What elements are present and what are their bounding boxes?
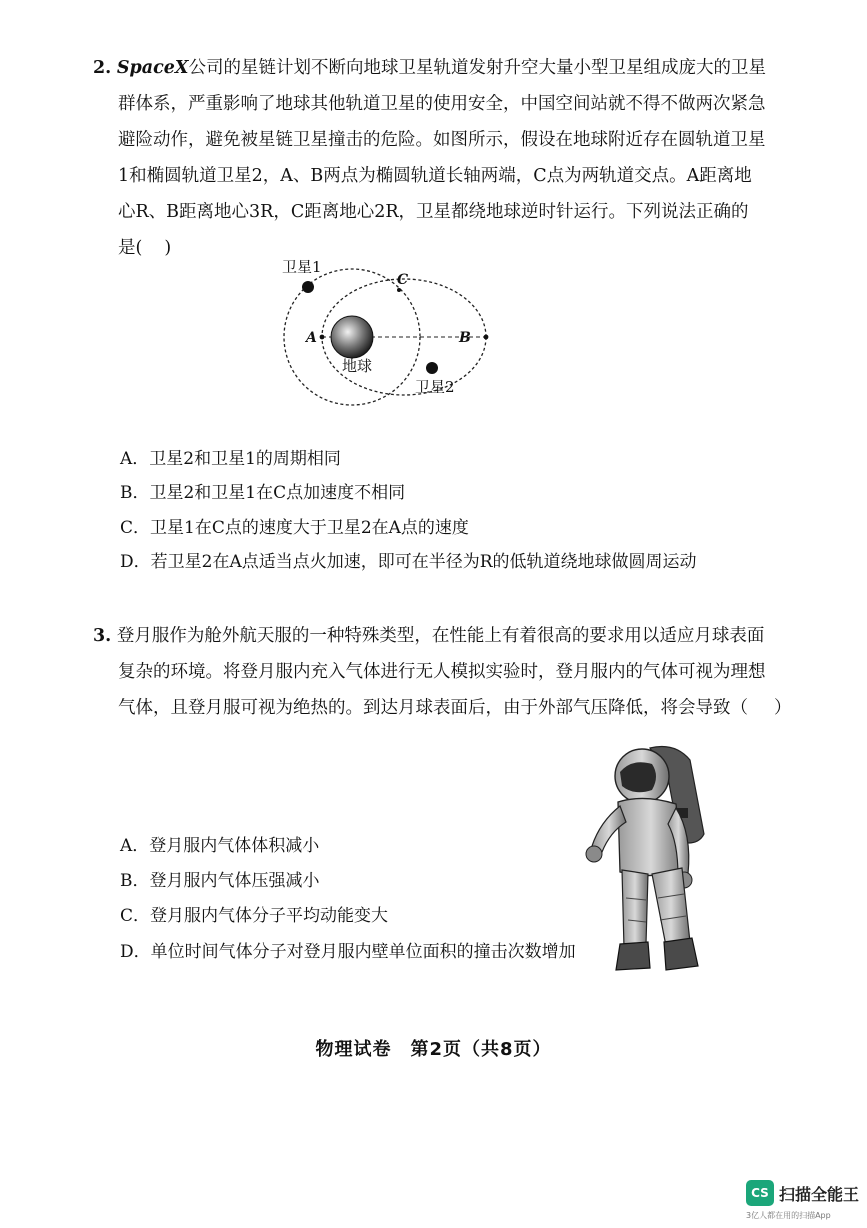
question-2-number: 2.: [93, 58, 112, 78]
point-b-label: B: [459, 330, 471, 346]
question-2-line-2: 群体系，严重影响了地球其他轨道卫星的使用安全，中国空间站就不得不做两次紧急: [118, 94, 766, 114]
point-a-label: A: [306, 330, 317, 346]
satellite-2-icon: [426, 362, 438, 374]
astronaut-left-glove: [586, 846, 602, 862]
question-2-line-4: 1和椭圆轨道卫星2，A、B两点为椭圆轨道长轴两端，C点为两轨道交点。A距离地: [118, 166, 752, 186]
question-3-line-3: [93, 690, 792, 726]
question-3: [93, 618, 792, 726]
q2-option-d: D．若卫星2在A点适当点火加速，即可在半径为R的低轨道绕地球做圆周运动: [120, 552, 697, 572]
question-3-line-2: 复杂的环境。将登月服内充入气体进行无人模拟实验时，登月服内的气体可视为理想: [118, 662, 766, 682]
q3-option-b: B．登月服内气体压强减小: [120, 871, 320, 891]
astronaut-left-boot: [616, 942, 650, 970]
point-c-label: C: [397, 272, 409, 288]
q2-option-b: B．卫星2和卫星1在C点加速度不相同: [120, 483, 406, 503]
question-3-line-1: [93, 618, 765, 654]
scanner-watermark: [746, 1180, 861, 1224]
question-3-number: 3.: [93, 626, 112, 646]
question-2-line-1: [93, 50, 766, 86]
satellite-1-icon: [302, 281, 314, 293]
earth-icon: [331, 316, 373, 358]
question-2-text-6: 是(: [118, 238, 143, 258]
question-2-bracket-close: ): [164, 238, 172, 258]
satellite-2-label: 卫星2: [415, 378, 455, 396]
q3-option-c: C．登月服内气体分子平均动能变大: [120, 906, 389, 926]
q3-option-d: D．单位时间气体分子对登月服内壁单位面积的撞击次数增加: [120, 942, 576, 962]
astronaut-right-boot: [664, 938, 698, 970]
question-2: [93, 50, 766, 266]
question-3-text-1: 登月服作为舱外航天服的一种特殊类型，在性能上有着很高的要求用以适应月球表面: [116, 626, 765, 646]
astronaut-left-leg: [622, 870, 648, 948]
q3-option-a: A．登月服内气体体积减小: [120, 836, 320, 856]
page-footer: 物理试卷 第2页（共8页）: [315, 1039, 552, 1060]
watermark-tagline: 3亿人都在用的扫描App: [746, 1211, 831, 1220]
watermark-app-name: 扫描全能王: [779, 1185, 860, 1204]
question-3-text-3: 气体，且登月服可视为绝热的。到达月球表面后，由于外部气压降低，将会导致（: [118, 698, 748, 718]
point-b-marker: [484, 335, 489, 340]
astronaut-image: [580, 738, 715, 983]
point-c-marker: [397, 288, 401, 292]
question-2-line-5: 心R、B距离地心3R，C距离地心2R，卫星都绕地球逆时针运行。下列说法正确的: [118, 202, 749, 222]
satellite-1-label: 卫星1: [282, 258, 322, 276]
spacex-brand: SpaceX: [116, 58, 189, 78]
q2-option-a: A．卫星2和卫星1的周期相同: [120, 449, 341, 469]
orbit-diagram: [270, 250, 500, 410]
earth-label: 地球: [342, 357, 373, 375]
camscanner-logo-icon: CS: [746, 1180, 774, 1206]
question-2-line-3: 避险动作，避免被星链卫星撞击的危险。如图所示，假设在地球附近存在圆轨道卫星: [118, 130, 766, 150]
q2-option-c: C．卫星1在C点的速度大于卫星2在A点的速度: [120, 518, 469, 538]
point-a-marker: [320, 335, 325, 340]
question-3-bracket-close: ）: [774, 698, 792, 718]
question-2-text-1: 公司的星链计划不断向地球卫星轨道发射升空大量小型卫星组成庞大的卫星: [188, 58, 766, 78]
